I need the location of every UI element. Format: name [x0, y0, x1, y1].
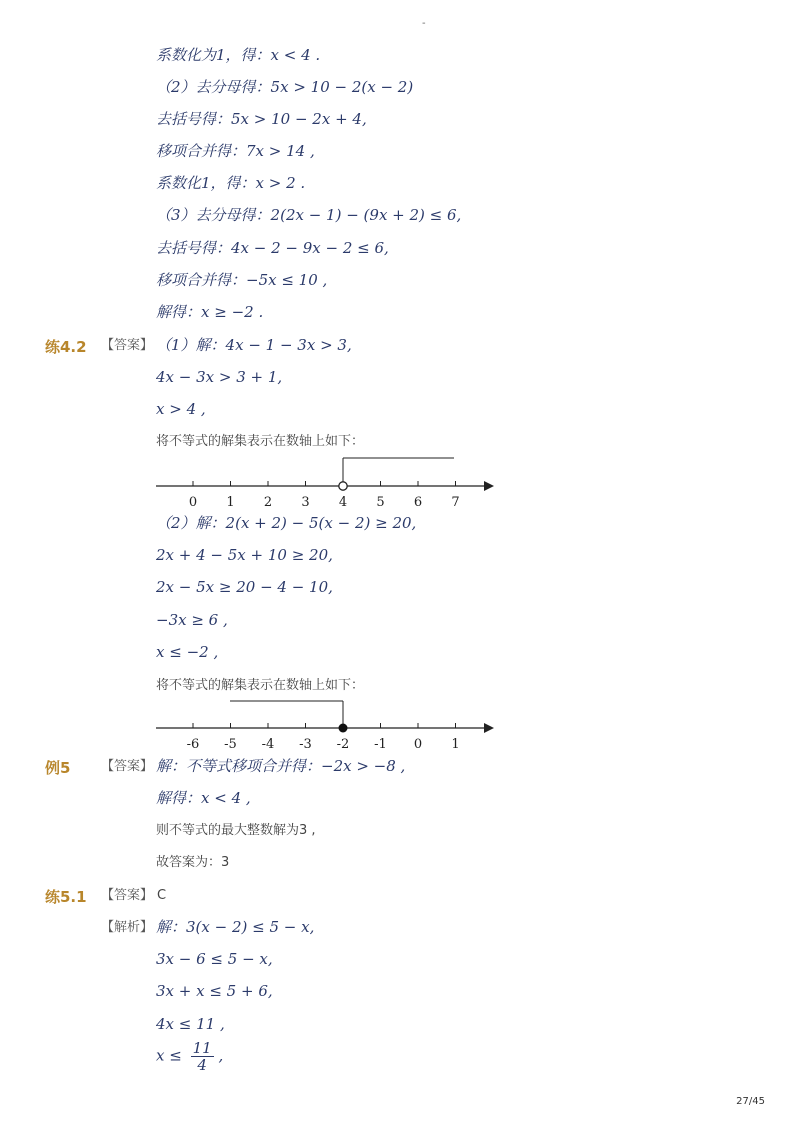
exercise-label: 练4.2 — [45, 338, 87, 356]
text-line: 解得：x ≥ −2 . — [156, 303, 264, 321]
text-line: 2x − 5x ≥ 20 − 4 − 10, — [156, 578, 333, 596]
text-line: （2）解：2(x + 2) − 5(x − 2) ≥ 20, — [156, 514, 417, 532]
text-line: 解：不等式移项合并得：−2x > −8 , — [156, 757, 406, 775]
text-line: −3x ≥ 6 , — [156, 611, 228, 629]
text-line: 去括号得：4x − 2 − 9x − 2 ≤ 6, — [156, 239, 389, 257]
text-line: x > 4 , — [156, 400, 206, 418]
text-line: 将不等式的解集表示在数轴上如下： — [156, 434, 365, 449]
text-line: 3x − 6 ≤ 5 − x, — [156, 950, 273, 968]
answer-tag: 【答案】 — [101, 888, 154, 903]
fraction — [191, 1040, 214, 1073]
text-line: 故答案为：3 — [156, 855, 230, 870]
text-line: 解：3(x − 2) ≤ 5 − x, — [156, 918, 315, 936]
text-line: x ≤ −2 , — [156, 643, 219, 661]
answer-value: C — [157, 888, 167, 903]
example-label: 例5 — [45, 759, 71, 777]
text-line: （2）去分母得：5x > 10 − 2(x − 2) — [156, 78, 414, 96]
axis-tick-label: -5 — [224, 737, 237, 752]
text-line: 则不等式的最大整数解为3 , — [156, 823, 316, 838]
header-mark: - — [422, 18, 426, 29]
text-line: 移项合并得：−5x ≤ 10 , — [156, 271, 328, 289]
axis-tick-label: 0 — [188, 495, 198, 510]
axis-tick-label: -4 — [261, 737, 275, 752]
fraction-prefix: x ≤ — [156, 1046, 182, 1065]
exercise-label: 练5.1 — [45, 888, 87, 906]
axis-tick-label: 4 — [338, 495, 348, 510]
axis-tick-label: -2 — [336, 737, 350, 752]
page-number: 27/45 — [736, 1096, 765, 1107]
axis-tick-label: 3 — [301, 495, 310, 510]
number-line-2 — [150, 694, 500, 756]
axis-tick-label: 6 — [413, 495, 423, 510]
fraction-denominator: 4 — [197, 1056, 207, 1074]
text-line: 系数化为1，得：x < 4 . — [156, 46, 321, 64]
axis-tick-label: 1 — [451, 737, 460, 752]
axis-tick-label: -3 — [299, 737, 312, 752]
text-line: 移项合并得：7x > 14 , — [156, 142, 315, 160]
text-line: 4x − 3x > 3 + 1, — [156, 368, 283, 386]
axis-tick-label: 2 — [263, 495, 273, 510]
open-point — [339, 482, 347, 490]
text-line: 3x + x ≤ 5 + 6, — [156, 982, 273, 1000]
fraction-line — [156, 1040, 223, 1073]
text-line: （3）去分母得：2(2x − 1) − (9x + 2) ≤ 6, — [156, 206, 462, 224]
text-line: 系数化1，得：x > 2 . — [156, 174, 306, 192]
axis-tick-label: 7 — [451, 495, 460, 510]
text-line: 2x + 4 − 5x + 10 ≥ 20, — [156, 546, 333, 564]
answer-tag: 【答案】 — [101, 338, 154, 353]
text-line: 去括号得：5x > 10 − 2x + 4, — [156, 110, 367, 128]
axis-tick-label: -6 — [186, 737, 200, 752]
text-line: 解得：x < 4 , — [156, 789, 251, 807]
text-line: （1）解：4x − 1 − 3x > 3, — [156, 336, 352, 354]
fraction-suffix: , — [218, 1046, 224, 1065]
axis-tick-label: 0 — [413, 737, 423, 752]
analysis-tag: 【解析】 — [101, 920, 154, 935]
number-line-1 — [150, 450, 500, 512]
axis-tick-label: -1 — [374, 737, 387, 752]
closed-point — [339, 724, 348, 733]
axis-tick-label: 1 — [226, 495, 235, 510]
answer-tag: 【答案】 — [101, 759, 154, 774]
text-line: 4x ≤ 11 , — [156, 1015, 225, 1033]
axis-tick-label: 5 — [376, 495, 385, 510]
fraction-numerator: 11 — [192, 1039, 212, 1057]
text-line: 将不等式的解集表示在数轴上如下： — [156, 678, 365, 693]
